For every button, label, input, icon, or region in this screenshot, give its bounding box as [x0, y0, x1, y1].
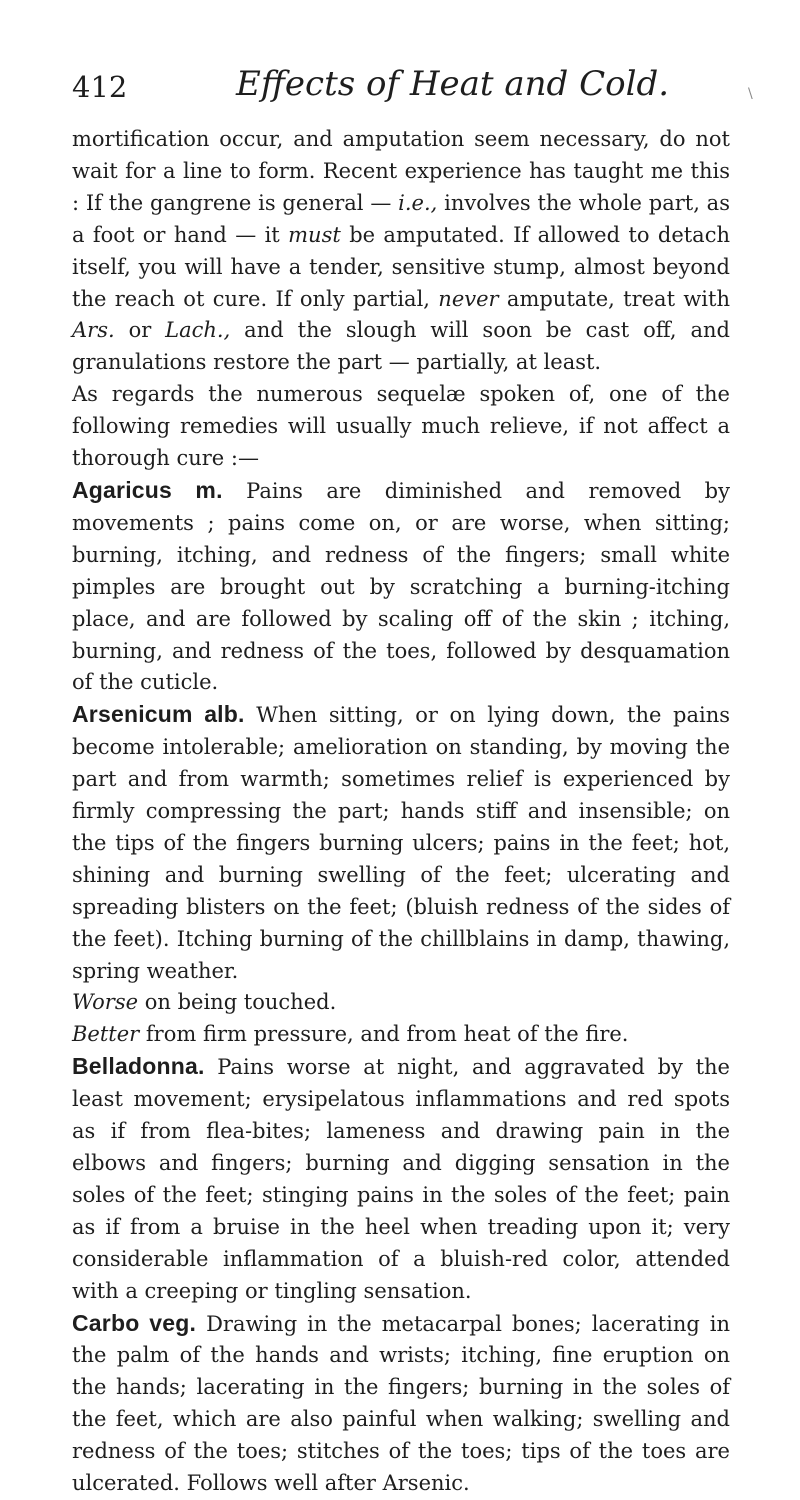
intro-or: or [128, 318, 152, 343]
intro-lach: Lach., [165, 318, 231, 343]
remedy-name-agaricus: Agaricus m. [72, 476, 223, 503]
remedy-text-belladonna: Pains worse at night, and aggravated by the least movement; erysipelatous inflammations and red spots as if from flea-bites; lameness and drawing pain in the elbows and fingers; burning and digging sensation in the soles of the feet; stinging pains in the soles of the feet; pain as if from a bruise in the heel when treading upon it; very considerable inflammation of a bluish-red color, attended with a creeping or tingling sensation. [72, 1055, 730, 1303]
running-title: Effects of Heat and Cold. [236, 64, 670, 104]
remedy-text-agaricus: Pains are diminished and removed by movements ; pains come on, or are worse, when sitting; burning, itching, and redness of the fingers; small white pimples are brought out by scratching a burning-itching place, and are followed by scaling off of the skin ; itching, burning, and redness of the toes, followed by desquamation of the cuticle. [72, 478, 730, 695]
remedy-agaricus [72, 475, 730, 699]
remedy-arsenicum [72, 699, 730, 987]
remedy-text-carbo: Drawing in the metacarpal bones; lacerating in the palm of the hands and wrists; itching, fine eruption on the hands; lacerating in the fingers; burning in the soles of the feet, which are also painful when walking; swelling and redness of the toes; stitches of the toes; tips of the toes are ulcerated. Follows well after Arsenic. [72, 1311, 730, 1496]
worse-label: Worse [72, 990, 139, 1015]
intro-text-c: be amputated. If allowed to detach itself, you will have a tender, sensitive stump, almost beyond the reach ot cure. If only partial, [72, 222, 730, 311]
better-label: Better [72, 1022, 140, 1047]
remedy-name-arsenicum: Arsenicum alb. [72, 701, 245, 728]
intro-paragraph [72, 124, 730, 379]
better-text: from firm pressure, and from heat of the fire. [145, 1022, 629, 1047]
intro-must: must [288, 222, 341, 247]
remedy-belladonna [72, 1051, 730, 1307]
modality-better [72, 1019, 730, 1051]
page-number: 412 [72, 70, 128, 104]
intro-text-b: involves the whole part, as a foot or hand — it [72, 190, 730, 247]
remedy-carbo [72, 1308, 730, 1500]
remedy-text-arsenicum: When sitting, or on lying down, the pains become intolerable; amelioration on standing, by moving the part and from warmth; sometimes relief is experienced by firmly compressing the part; hands stiff and insensible; on the tips of the fingers burning ulcers; pains in the feet; hot, shining and burning swelling of the feet; ulcerating and spreading blisters on the feet; (bluish redness of the sides of the feet). Itching burning of the chillblains in damp, thawing, spring weather. [72, 703, 730, 983]
corner-mark: \ [748, 86, 753, 102]
modality-worse [72, 987, 730, 1019]
page-header [72, 64, 753, 114]
intro-text-d: amputate, treat with [506, 286, 730, 311]
intro-ars: Ars. [72, 318, 115, 343]
intro-text-a: mortification occur, and amputation seem necessary, do not wait for a line to form. Recent experience has taught me this : If the gangrene is general — [72, 127, 730, 215]
intro-ie: i.e., [398, 190, 438, 215]
worse-text: on being touched. [144, 990, 337, 1015]
intro-text-e: and the slough will soon be cast off, and granulations restore the part — partially, at least. [72, 318, 730, 375]
page-body [72, 124, 730, 1500]
remedy-name-belladonna: Belladonna. [72, 1053, 205, 1080]
sequelae-paragraph: As regards the numerous sequelæ spoken of, one of the following remedies will usually much relieve, if not affect a thorough cure :— [72, 382, 730, 471]
remedy-name-carbo: Carbo veg. [72, 1309, 197, 1336]
intro-never: never [438, 286, 499, 311]
